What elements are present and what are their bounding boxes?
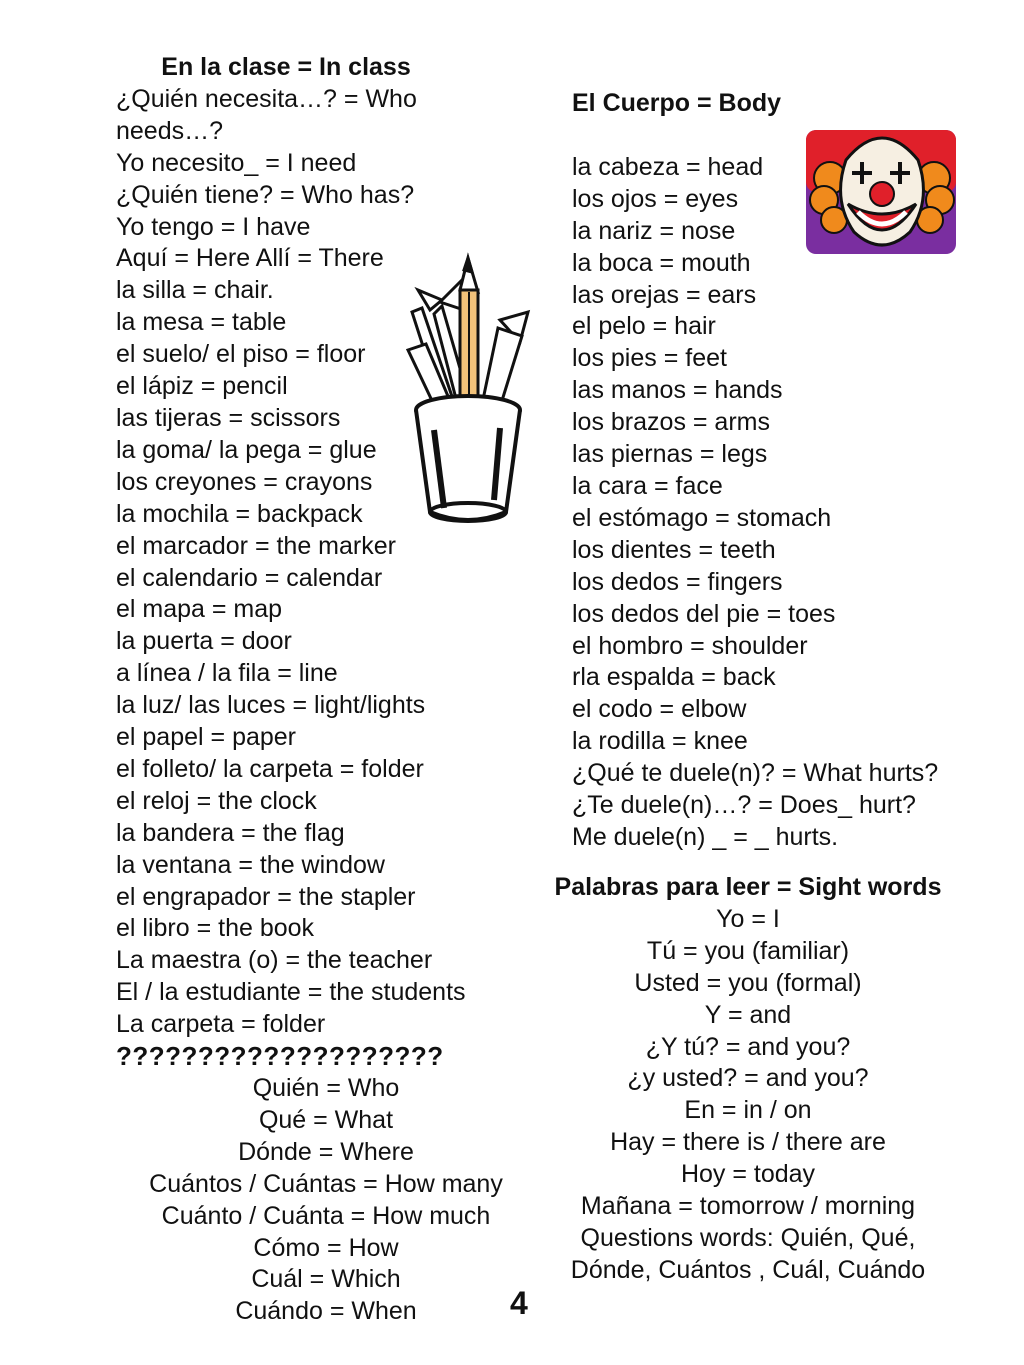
vocab-line: el estómago = stomach [572,503,832,532]
vocab-line: ¿Qué te duele(n)? = What hurts? [572,759,939,788]
vocab-line: las manos = hands [572,376,783,405]
vocab-line: Dónde, Cuántos , Cuál, Cuándo [570,1255,926,1284]
vocab-line: Aquí = Here Allí = There [116,244,384,273]
vocab-line: Hoy = today [680,1160,816,1189]
vocab-line: las orejas = ears [572,280,757,309]
vocab-line: los ojos = eyes [572,184,739,213]
vocab-line: La carpeta = folder [116,1010,326,1039]
vocab-line: los brazos = arms [572,408,770,437]
vocab-line: la mochila = backpack [116,499,363,528]
vocab-line: En = in / on [684,1096,812,1125]
vocab-line: los dedos = fingers [572,567,783,596]
vocab-line: Qué = What [258,1105,394,1134]
vocab-line: el codo = elbow [572,695,747,724]
vocab-line: Yo tengo = I have [116,212,311,241]
vocab-line: las piernas = legs [572,440,768,469]
vocab-line: Quién = Who [252,1074,400,1102]
vocab-line: ¿y usted? = and you? [627,1064,869,1093]
classroom-list [116,84,536,1041]
vocab-line: los creyones = crayons [116,467,373,496]
pencil-cup-icon [400,250,540,530]
vocab-line: el suelo/ el piso = floor [116,340,366,369]
vocab-line: Cuál = Which [251,1265,401,1294]
page-number: 4 [510,1285,528,1321]
question-words-list [116,1073,536,1328]
vocab-line: ¿Quién tiene? = Who has? [116,180,415,209]
vocab-line: Y = and [704,1000,792,1029]
sight-words [548,872,948,1287]
vocab-line: la puerta = door [116,627,292,656]
vocab-line: el papel = paper [116,723,297,752]
classroom-vocabulary [116,52,536,1328]
vocab-line: el calendario = calendar [116,563,383,592]
vocab-line: Yo = I [716,904,780,933]
classroom-heading: En la clase = In class [161,53,411,81]
vocab-line: el libro = the book [116,914,315,943]
vocab-line: la silla = chair. [116,276,274,305]
vocab-line: El / la estudiante = the students [116,978,466,1007]
vocab-line: el engrapador = the stapler [116,882,416,911]
vocab-line: la cabeza = head [572,152,764,181]
sight-words-list [548,904,948,1287]
vocab-line: Cuánto / Cuánta = How much [161,1201,491,1230]
vocab-line: los dientes = teeth [572,535,776,564]
vocab-line: Hay = there is / there are [610,1128,886,1157]
vocab-line: La maestra (o) = the teacher [116,946,433,975]
vocab-line: los pies = feet [572,344,727,373]
vocab-line: las tijeras = scissors [116,403,341,432]
vocab-line: el reloj = the clock [116,786,317,815]
vocab-line: el lápiz = pencil [116,372,288,401]
vocab-line: la bandera = the flag [116,818,345,847]
vocab-line: la mesa = table [116,308,287,337]
vocab-line: Dónde = Where [238,1137,414,1166]
vocab-line: rla espalda = back [572,663,776,692]
vocab-line: el pelo = hair [572,312,716,341]
vocab-line: la nariz = nose [572,216,736,245]
vocab-line: ¿Quién necesita…? = Who [116,84,417,113]
vocab-line: los dedos del pie = toes [572,599,836,628]
vocab-line: el mapa = map [116,595,283,624]
vocab-line: ¿Y tú? = and you? [645,1032,851,1061]
vocab-line: Usted = you (formal) [634,968,862,997]
sight-words-heading: Palabras para leer = Sight words [554,873,942,901]
vocab-line: el folleto/ la carpeta = folder [116,754,424,783]
vocab-line: el marcador = the marker [116,531,396,560]
vocab-line: Me duele(n) _ = _ hurts. [572,822,839,851]
vocab-line: la cara = face [572,471,723,500]
vocab-line: Tú = you (familiar) [646,936,850,965]
vocab-line: Yo necesito_ = I need [116,148,357,177]
vocab-line: ¿Te duele(n)…? = Does_ hurt? [572,791,916,820]
vocab-line: la luz/ las luces = light/lights [116,691,426,720]
vocab-line: Questions words: Quién, Qué, [580,1223,916,1252]
vocab-line: Cuándo = When [235,1297,417,1326]
body-heading: El Cuerpo = Body [572,89,782,117]
vocab-line: el hombro = shoulder [572,631,808,660]
vocab-line: Cómo = How [253,1233,399,1262]
vocab-line: la ventana = the window [116,850,385,879]
clown-face-icon [800,120,965,260]
vocab-line: la boca = mouth [572,248,751,277]
vocab-line: la goma/ la pega = glue [116,435,377,464]
vocab-line: la rodilla = knee [572,727,748,756]
vocab-line: needs…? [116,116,224,145]
vocab-line: Cuántos / Cuántas = How many [149,1169,503,1198]
question-marks-divider: ???????????????????? [116,1041,444,1072]
vocab-line: a línea / la fila = line [116,659,338,688]
vocab-line: Mañana = tomorrow / morning [580,1192,916,1221]
